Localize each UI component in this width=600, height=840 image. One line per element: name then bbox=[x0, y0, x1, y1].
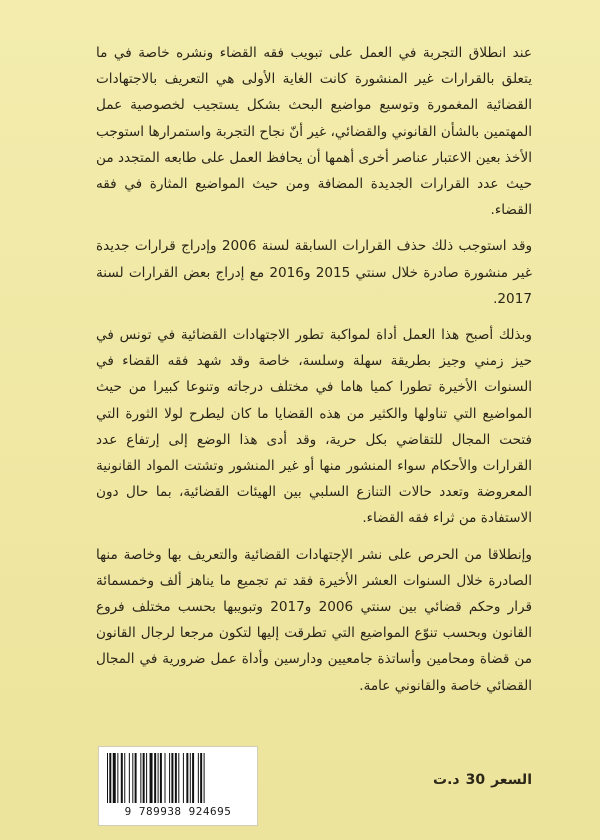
barcode-number: 9 789938 924695 bbox=[124, 805, 232, 818]
blurb-paragraph-4: وإنطلاقا من الحرص على نشر الإجتهادات القضائية والتعريف بها وخاصة منها الصادرة خلال السنوات العشر الأخيرة فقد تم تجميع ما يناهز ألف وخمسمائة قرار وحكم قضائي بين سنتي 2006 و2017 وتبويبها بحسب مختلف فروع القانون وبحسب تنوّع المواضيع التي تطرقت إليها لتكون مرجعا لرجال القانون من قضاة ومحامين وأساتذة جامعيين ودارسين وأداة عمل ضرورية في المجال القضائي خاصة والقانوني عامة. bbox=[96, 546, 532, 694]
barcode-bars-icon bbox=[105, 753, 251, 803]
price-tag bbox=[433, 772, 532, 788]
blurb-paragraph-3: وبذلك أصبح هذا العمل أداة لمواكبة تطور الاجتهادات القضائية في تونس في حيز زمني وجيز بطريقة سهلة وسلسة، خاصة وقد شهد فقه القضاء في السنوات الأخيرة تطورا كميا هاما في مختلف درجاته وتنوعا كبيرا من حيث المواضيع التي تناولها والكثير من هذه القضايا ما كان ليطرح لولا الثورة التي فتحت المجال للتقاضي بكل حرية، وقد أدى هذا الوضع إلى إرتفاع عدد القرارات والأحكام سواء المنشور منها أو غير المنشور وتشتت المواد القانونية المعروضة وتعدد حالات التنازع السلبي بين الهيئات القضائية، بما حال دون الاستفادة من ثراء فقه القضاء. bbox=[96, 327, 532, 527]
isbn-barcode bbox=[98, 746, 258, 826]
blurb-paragraph-1: عند انطلاق التجربة في العمل على تبويب فقه القضاء ونشره خاصة في ما يتعلق بالقرارات غير المنشورة كانت الغاية الأولى هي التعريف بالاجتهادات القضائية المغمورة وتوسيع مواضيع البحث بشكل يستجيب لخصوصية عمل المهتمين بالشأن القانوني والقضائي، غير أنّ نجاح التجربة واستمرارها استوجب الأخذ بعين الاعتبار عناصر أخرى أهمها أن يحافظ العمل على طابعه المتجدد من حيث عدد القرارات الجديدة المضافة ومن حيث المواضيع المثارة في فقه القضاء. bbox=[96, 45, 532, 219]
blurb-text bbox=[96, 40, 532, 709]
price-currency: د.ت bbox=[433, 772, 460, 788]
price-label: السعر bbox=[491, 772, 532, 788]
price-amount: 30 bbox=[465, 772, 486, 788]
blurb-paragraph-2: وقد استوجب ذلك حذف القرارات السابقة لسنة 2006 وإدراج قرارات جديدة غير منشورة صادرة خلال سنتي 2015 و2016 مع إدراج بعض القرارات لسنة 2017. bbox=[96, 238, 533, 307]
